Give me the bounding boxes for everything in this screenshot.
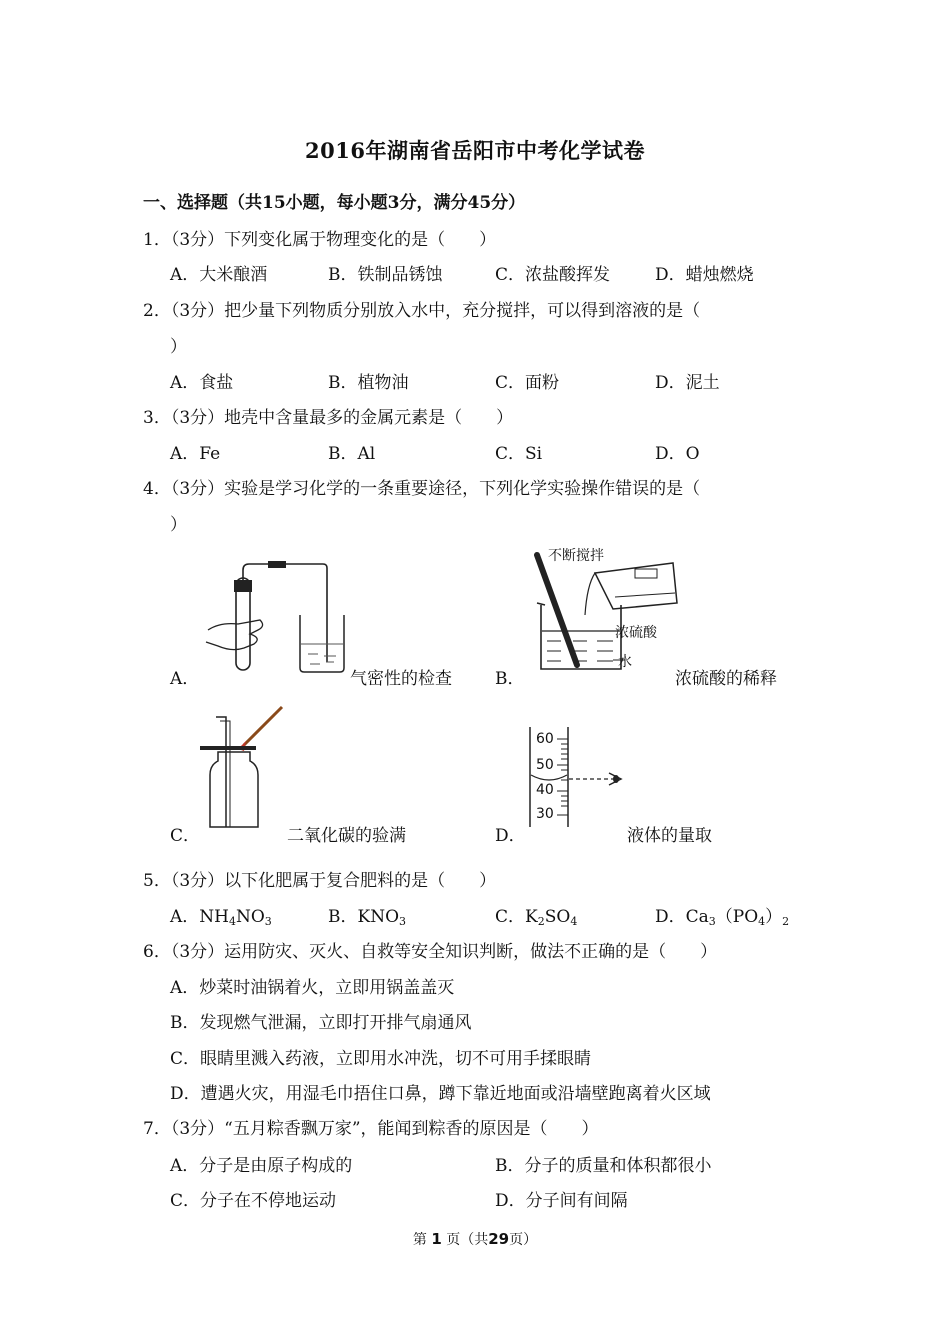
- question-4-stem: 4．（3分）实验是学习化学的一条重要途径，下列化学实验操作错误的是（: [143, 479, 701, 499]
- question-3-stem: 3．（3分）地壳中含量最多的金属元素是（ ）: [143, 408, 514, 428]
- figure-co2-full-test: [200, 705, 290, 830]
- cylinder-tick-60: 60: [536, 731, 554, 747]
- question-3-option-d: D．O: [655, 444, 700, 464]
- total-page-count: 29: [488, 1230, 510, 1248]
- question-5-stem: 5．（3分）以下化肥属于复合肥料的是（ ）: [143, 871, 497, 891]
- question-5-option-d: D．$Ca_3(PO_4)_2$: [655, 907, 790, 928]
- cylinder-tick-30: 30: [536, 806, 554, 822]
- question-4-option-c-caption: 二氧化碳的验满: [287, 826, 406, 846]
- question-4-option-d-letter: D．: [495, 826, 526, 846]
- question-4-stem-continued: ）: [170, 515, 187, 535]
- question-4-option-c-letter: C．: [170, 826, 201, 846]
- question-2-option-b: B．植物油: [328, 373, 409, 393]
- question-2-stem: 2．（3分）把少量下列物质分别放入水中，充分搅拌，可以得到溶液的是（: [143, 301, 701, 321]
- page-title: 2016年湖南省岳阳市中考化学试卷: [305, 138, 645, 163]
- question-7-option-c: C．分子在不停地运动: [170, 1191, 337, 1211]
- section-heading: 一、选择题（共15小题，每小题3分，满分45分）: [143, 193, 526, 213]
- question-6-stem: 6．（3分）运用防灾、灭火、自救等安全知识判断，做法不正确的是（ ）: [143, 942, 718, 962]
- question-6-option-c: C．眼睛里溅入药液，立即用水冲洗，切不可用手揉眼睛: [170, 1049, 592, 1069]
- question-7-option-b: B．分子的质量和体积都很小: [495, 1156, 712, 1176]
- page-footer: 第 1 页（共29页）: [412, 1230, 538, 1248]
- question-4-option-a-caption: 气密性的检查: [350, 669, 452, 689]
- question-4-option-b-caption: 浓硫酸的稀释: [675, 669, 777, 689]
- question-5-option-b: B．$KNO_3$: [328, 907, 407, 928]
- label-continuous-stirring: 不断搅拌: [548, 548, 604, 564]
- question-3-option-c: C．Si: [495, 444, 543, 464]
- question-6-option-a: A．炒菜时油锅着火，立即用锅盖盖灭: [170, 978, 455, 998]
- question-5-option-a: A．$NH_4NO_3$: [170, 907, 272, 928]
- question-6-option-b: B．发现燃气泄漏，立即打开排气扇通风: [170, 1013, 472, 1033]
- figure-airtightness-check: [200, 560, 350, 675]
- question-1-option-b: B．铁制品锈蚀: [328, 265, 443, 285]
- question-3-option-b: B．Al: [328, 444, 376, 464]
- question-1-option-d: D．蜡烛燃烧: [655, 265, 754, 285]
- cylinder-tick-40: 40: [536, 782, 554, 798]
- question-4-option-d-caption: 液体的量取: [627, 826, 712, 846]
- current-page-number: 1: [431, 1230, 442, 1248]
- question-7-stem: 7．（3分）“五月粽香飘万家”，能闻到粽香的原因是（ ）: [143, 1119, 599, 1139]
- question-2-option-c: C．面粉: [495, 373, 560, 393]
- label-concentrated-sulfuric-acid: 浓硫酸: [615, 625, 657, 641]
- question-6-option-d: D．遭遇火灾，用湿毛巾捂住口鼻，蹲下靠近地面或沿墙壁跑离着火区域: [170, 1084, 711, 1104]
- question-2-option-d: D．泥土: [655, 373, 720, 393]
- question-4-option-b-letter: B．: [495, 669, 525, 689]
- label-water: 水: [618, 654, 632, 670]
- question-1-stem: 1．（3分）下列变化属于物理变化的是（ ）: [143, 230, 497, 250]
- question-1-option-c: C．浓盐酸挥发: [495, 265, 611, 285]
- question-2-stem-continued: ）: [170, 337, 187, 357]
- question-7-option-d: D．分子间有间隔: [495, 1191, 628, 1211]
- question-4-option-a-letter: A．: [170, 669, 200, 689]
- question-5-option-c: C．$K_2SO_4$: [495, 907, 578, 928]
- question-1-option-a: A．大米酿酒: [170, 265, 268, 285]
- cylinder-tick-50: 50: [536, 757, 554, 773]
- question-7-option-a: A．分子是由原子构成的: [170, 1156, 353, 1176]
- question-2-option-a: A．食盐: [170, 373, 234, 393]
- question-3-option-a: A．Fe: [170, 444, 221, 464]
